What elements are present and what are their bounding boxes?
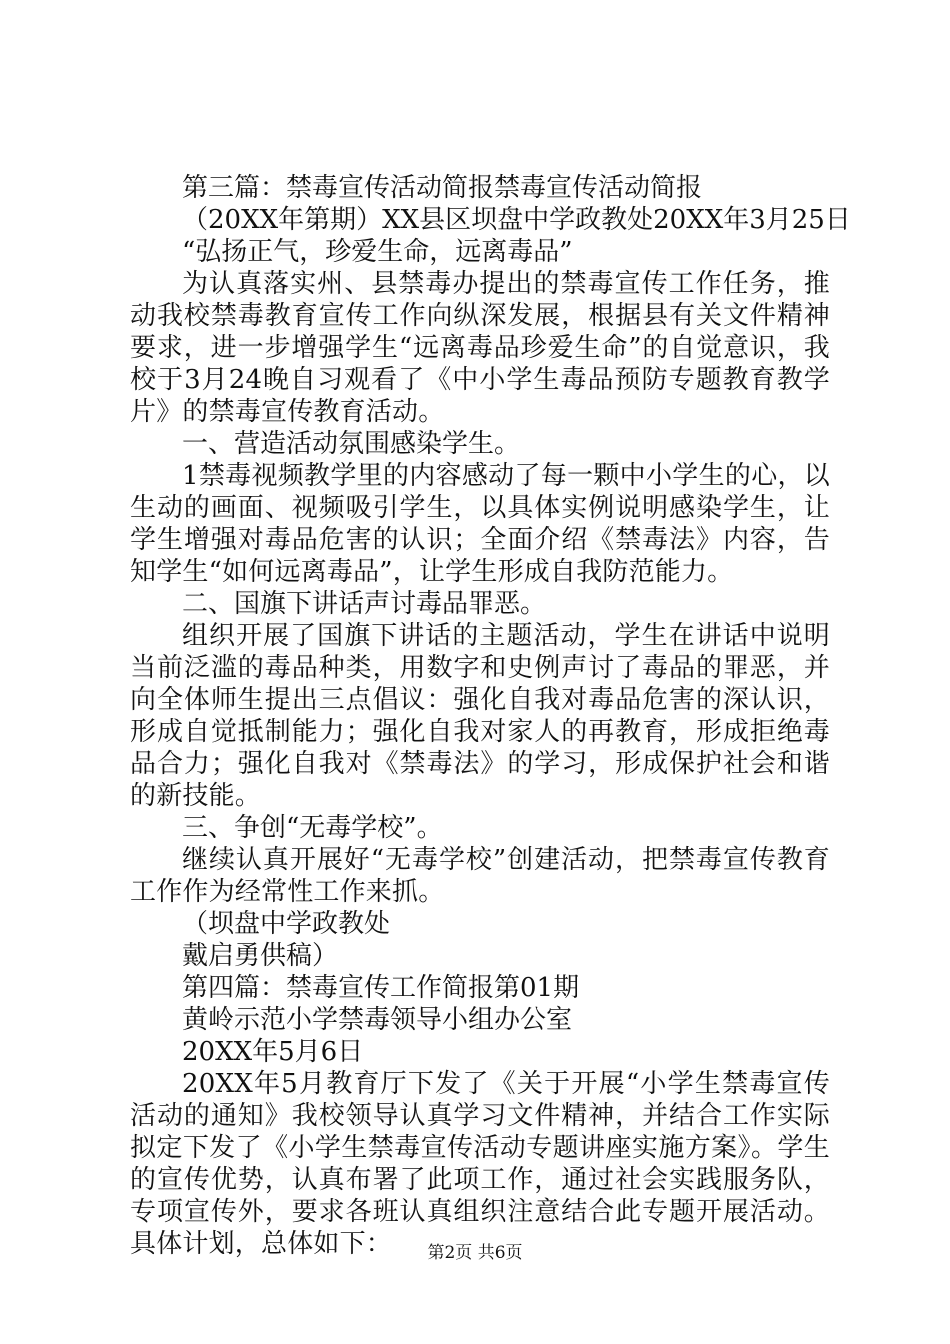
source-line-2: 戴启勇供稿） <box>182 941 339 971</box>
section-3-title: 三、争创“无毒学校”。 <box>182 813 443 843</box>
source-line-1: （坝盘中学政教处 <box>182 909 391 939</box>
document-body <box>130 172 851 1260</box>
page-footer: 第2页 共6页 <box>427 1243 523 1263</box>
section-1-text: 1禁毒视频教学里的内容感动了每一颗中小学生的心，以生动的画面、视频吸引学生，以具体实例说明感染学生，让学生增强对毒品危害的认识；全面介绍《禁毒法》内容，告知学生“如何远离毒品”，让学生形成自我防范能力。 <box>130 461 830 587</box>
heading-part-4: 第四篇：禁毒宣传工作简报第01期 <box>182 973 580 1003</box>
section-3-text: 继续认真开展好“无毒学校”创建活动，把禁毒宣传教育工作作为经常性工作来抓。 <box>130 845 830 907</box>
intro-paragraph: 为认真落实州、县禁毒办提出的禁毒宣传工作任务，推动我校禁毒教育宣传工作向纵深发展，根据县有关文件精神要求，进一步增强学生“远离毒品珍爱生命”的自觉意识，我校于3月24晚自习观看了《中小学生毒品预防专题教育教学片》的禁毒宣传教育活动。 <box>130 269 830 427</box>
section-2-text: 组织开展了国旗下讲话的主题活动，学生在讲话中说明当前泛滥的毒品种类，用数字和史例声讨了毒品的罪恶，并向全体师生提出三点倡议：强化自我对毒品危害的深认识，形成自觉抵制能力；强化自我对家人的再教育，形成拒绝毒品合力；强化自我对《禁毒法》的学习，形成保护社会和谐的新技能。 <box>130 621 830 811</box>
heading-part-3: 第三篇：禁毒宣传活动简报禁毒宣传活动简报 <box>182 173 703 203</box>
issue-line: （20XX年第期）XX县区坝盘中学政教处20XX年3月25日 <box>182 205 851 235</box>
slogan: “弘扬正气，珍爱生命，远离毒品” <box>182 237 573 267</box>
office-name: 黄岭示范小学禁毒领导小组办公室 <box>182 1005 573 1035</box>
report-date: 20XX年5月6日 <box>182 1037 364 1067</box>
final-paragraph: 20XX年5月教育厅下发了《关于开展“小学生禁毒宣传活动的通知》我校领导认真学习文件精神，并结合工作实际拟定下发了《小学生禁毒宣传活动专题讲座实施方案》。学生的宣传优势，认真布署了此项工作，通过社会实践服务队，专项宣传外，要求各班认真组织注意结合此专题开展活动。具体计划，总体如下： <box>130 1069 830 1259</box>
section-1-title: 一、营造活动氛围感染学生。 <box>182 429 521 459</box>
section-2-title: 二、国旗下讲话声讨毒品罪恶。 <box>182 589 547 619</box>
